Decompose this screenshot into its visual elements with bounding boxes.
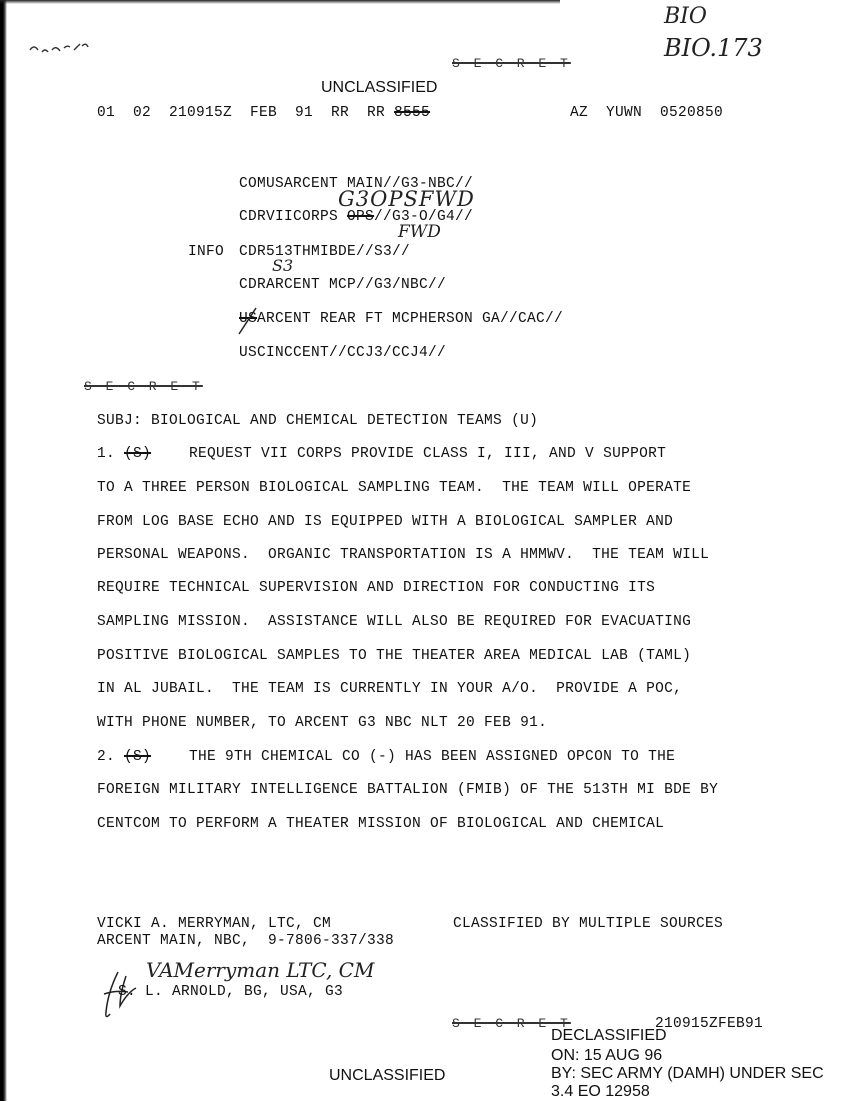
paragraph-2-number xyxy=(97,749,151,765)
classified-by: CLASSIFIED BY MULTIPLE SOURCES xyxy=(453,916,724,932)
p1-line-1: REQUEST VII CORPS PROVIDE CLASS I, III, AND V SUPPORT xyxy=(189,446,667,462)
handwritten-doc-number: BIO.173 xyxy=(664,34,763,62)
paragraph-number: 1. xyxy=(97,446,125,462)
message-dtg: 210915ZFEB91 xyxy=(655,1016,764,1032)
declass-line-1: DECLASSIFIED xyxy=(551,1027,667,1044)
struck-code: 8555 xyxy=(394,105,431,121)
info-addressee-3 xyxy=(239,311,563,327)
handwritten-fwd: FWD xyxy=(398,222,441,242)
p2-line-3: CENTCOM TO PERFORM A THEATER MISSION OF BIOLOGICAL AND CHEMICAL xyxy=(97,816,665,832)
info-addressee-4: USCINCCENT//CCJ3/CCJ4// xyxy=(239,345,447,361)
message-header-part: 01 02 210915Z FEB 91 RR RR xyxy=(97,105,395,121)
declass-line-2: ON: 15 AUG 96 xyxy=(551,1047,663,1064)
addressee-2-name: CDRVIICORPS xyxy=(239,209,348,225)
struck-classification: (S) xyxy=(124,749,152,765)
handwritten-g3opsfwd: G3OPSFWD xyxy=(338,187,475,211)
message-routing: AZ YUWN 0520850 xyxy=(570,105,724,121)
info-addressee-1: CDR513THMIBDE//S3// xyxy=(239,244,411,260)
paragraph-1-number xyxy=(97,446,151,462)
p1-line-2: TO A THREE PERSON BIOLOGICAL SAMPLING TEAM. THE TEAM WILL OPERATE xyxy=(97,480,692,496)
info-addressee-2: CDRARCENT MCP//G3/NBC// xyxy=(239,277,447,293)
p1-line-4: PERSONAL WEAPONS. ORGANIC TRANSPORTATION IS A HMMWV. THE TEAM WILL xyxy=(97,547,710,563)
releaser-name: S. L. ARNOLD, BG, USA, G3 xyxy=(118,984,344,1000)
declass-line-3: BY: SEC ARMY (DAMH) UNDER SEC xyxy=(551,1065,824,1082)
secret-marking-mid: S E C R E T xyxy=(84,379,203,394)
drafter-name: VICKI A. MERRYMAN, LTC, CM xyxy=(97,916,332,932)
struck-classification: (S) xyxy=(124,446,152,462)
p1-line-5: REQUIRE TECHNICAL SUPERVISION AND DIRECTION FOR CONDUCTING ITS xyxy=(97,580,656,596)
handwritten-signature: VAMerryman LTC, CM xyxy=(146,958,375,982)
paragraph-number: 2. xyxy=(97,749,125,765)
subject-line: SUBJ: BIOLOGICAL AND CHEMICAL DETECTION TEAMS (U) xyxy=(97,413,539,429)
handwritten-strike-mark xyxy=(236,306,260,336)
info-label: INFO xyxy=(188,244,225,260)
p1-line-6: SAMPLING MISSION. ASSISTANCE WILL ALSO BE REQUIRED FOR EVACUATING xyxy=(97,614,692,630)
addressee-1: COMUSARCENT MAIN//G3-NBC// xyxy=(239,176,474,192)
handwritten-bio: BIO xyxy=(664,4,707,29)
struck-ops: OPS xyxy=(347,209,375,225)
unclassified-marking-bottom: UNCLASSIFIED xyxy=(329,1067,446,1084)
secret-marking-top: S E C R E T xyxy=(452,56,571,71)
p1-line-9: WITH PHONE NUMBER, TO ARCENT G3 NBC NLT 20 FEB 91. xyxy=(97,715,548,731)
scan-left-edge xyxy=(0,0,7,1101)
message-header-line xyxy=(97,105,430,121)
p1-line-3: FROM LOG BASE ECHO AND IS EQUIPPED WITH A BIOLOGICAL SAMPLER AND xyxy=(97,514,674,530)
declass-line-4: 3.4 EO 12958 xyxy=(551,1083,650,1100)
p2-line-2: FOREIGN MILITARY INTELLIGENCE BATTALION (FMIB) OF THE 513TH MI BDE BY xyxy=(97,782,719,798)
struck-us: US xyxy=(239,311,258,327)
handwritten-s3: S3 xyxy=(272,256,294,275)
p1-line-8: IN AL JUBAIL. THE TEAM IS CURRENTLY IN YOUR A/O. PROVIDE A POC, xyxy=(97,681,683,697)
unclassified-marking-top: UNCLASSIFIED xyxy=(321,79,438,96)
addressee-2-office: //G3-O/G4// xyxy=(374,209,474,225)
secret-marking-bottom: S E C R E T xyxy=(452,1016,571,1031)
info-addressee-3-text: ARCENT REAR FT MCPHERSON GA//CAC// xyxy=(257,311,564,327)
ink-scribble xyxy=(28,38,92,58)
p1-line-7: POSITIVE BIOLOGICAL SAMPLES TO THE THEATER AREA MEDICAL LAB (TAML) xyxy=(97,648,692,664)
p2-line-1: THE 9TH CHEMICAL CO (-) HAS BEEN ASSIGNED OPCON TO THE xyxy=(189,749,676,765)
drafter-office: ARCENT MAIN, NBC, 9-7806-337/338 xyxy=(97,933,395,949)
scan-top-edge xyxy=(0,0,560,4)
